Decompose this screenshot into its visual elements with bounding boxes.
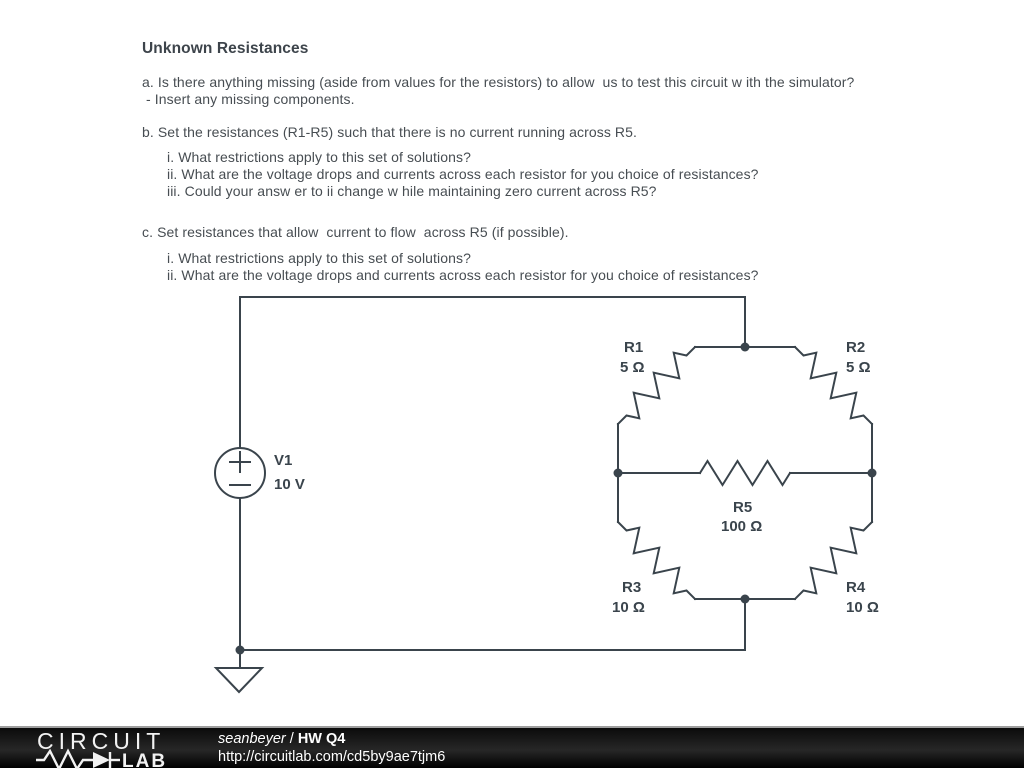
label-r5-value: 100 Ω [721, 518, 763, 535]
label-v1-name: V1 [274, 452, 293, 469]
question-b: b. Set the resistances (R1-R5) such that there is no current running across R5. [142, 124, 638, 140]
footer-author: seanbeyer [218, 731, 286, 747]
logo-word-lab: LAB [122, 751, 168, 769]
question-b-item-ii: ii. What are the voltage drops and currents across each resistor for you choice of resistances? [167, 166, 759, 182]
logo-word-circuit: CIRCUIT [37, 729, 166, 754]
question-b-item-i: i. What restrictions apply to this set of solutions? [167, 149, 471, 165]
circuitlab-logo [34, 729, 206, 769]
footer-separator: / [285, 731, 298, 747]
junction-right [868, 469, 877, 478]
label-r5-name: R5 [733, 499, 753, 516]
junction-bottom [741, 595, 750, 604]
footer-document-title [218, 731, 345, 747]
label-r1-name: R1 [624, 339, 644, 356]
question-a-line1: a. Is there anything missing (aside from values for the resistors) to allow us to test this circuit w ith the simulator? [142, 74, 855, 90]
question-b-item-iii: iii. Could your answ er to ii change w hile maintaining zero current across R5? [167, 183, 657, 199]
label-r1-value: 5 Ω [620, 359, 645, 376]
footer-doc-name: HW Q4 [297, 731, 346, 747]
junction-left [614, 469, 623, 478]
footer-bar [0, 726, 1024, 768]
footer-url: http://circuitlab.com/cd5by9ae7tjm6 [218, 749, 446, 765]
label-r3-name: R3 [622, 579, 642, 596]
question-c-item-i: i. What restrictions apply to this set of solutions? [167, 250, 471, 266]
resistor-R5-icon [700, 461, 790, 485]
question-c: c. Set resistances that allow current to flow across R5 (if possible). [142, 224, 569, 240]
label-r4-name: R4 [846, 579, 866, 596]
wire-top-rail [240, 297, 745, 347]
ground-icon [216, 650, 262, 692]
junction-ground [236, 646, 245, 655]
junction-top [741, 343, 750, 352]
page-title: Unknown Resistances [142, 40, 309, 57]
label-v1-value: 10 V [274, 476, 305, 493]
label-r3-value: 10 Ω [612, 599, 645, 616]
junction-dots [236, 343, 877, 655]
question-c-item-ii: ii. What are the voltage drops and currents across each resistor for you choice of resistances? [167, 267, 759, 283]
voltage-source-icon [215, 448, 265, 498]
question-a-line2: - Insert any missing components. [142, 91, 355, 107]
label-r2-name: R2 [846, 339, 866, 356]
label-r4-value: 10 Ω [846, 599, 879, 616]
wires [240, 297, 872, 650]
label-r2-value: 5 Ω [846, 359, 871, 376]
